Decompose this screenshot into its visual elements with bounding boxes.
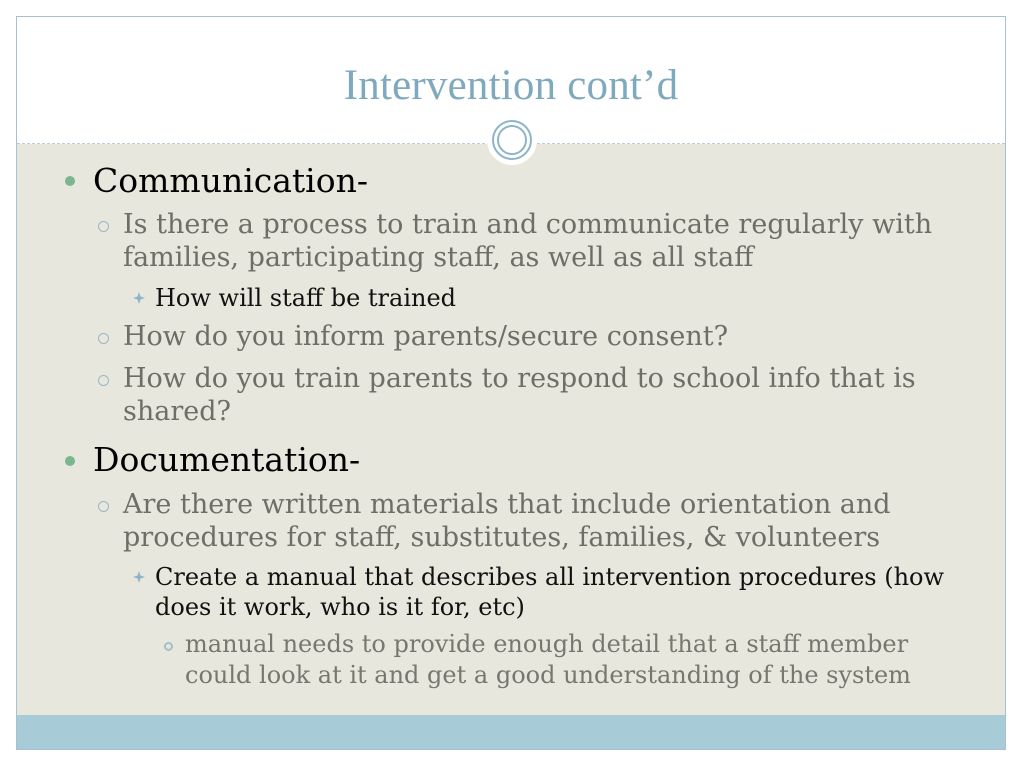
- section-heading-communication: Communication-: [93, 161, 369, 200]
- slide-title: Intervention cont’d: [343, 62, 679, 109]
- documentation-detail-manual: manual needs to provide enough detail that a staff member could look at it and get a good understanding of the system: [185, 630, 911, 689]
- communication-point-parents: How do you train parents to respond to school info that is shared?: [123, 363, 916, 427]
- documentation-point-materials: Are there written materials that include orientation and procedures for staff, substitutes, families, & volunteers: [123, 489, 891, 553]
- communication-point-consent: How do you inform parents/secure consent?: [123, 321, 729, 352]
- small-ring-icon: [164, 642, 173, 651]
- hollow-circle-icon: [98, 501, 109, 512]
- four-point-star-icon: [133, 292, 145, 304]
- slide: [16, 16, 1006, 750]
- hollow-circle-icon: [98, 375, 109, 386]
- hollow-circle-icon: [98, 333, 109, 344]
- filled-dot-icon: [65, 176, 75, 186]
- filled-dot-icon: [65, 456, 75, 466]
- four-point-star-icon: [133, 571, 145, 583]
- communication-subpoint-training: How will staff be trained: [155, 284, 457, 312]
- documentation-subpoint-manual: Create a manual that describes all intervention procedures (how does it work, who is it for, etc): [155, 563, 945, 621]
- communication-point-process: Is there a process to train and communicate regularly with families, participating staff, as well as all staff: [123, 209, 933, 273]
- footer-bar: [17, 715, 1005, 750]
- inner-ring: [497, 125, 527, 155]
- hollow-circle-icon: [98, 221, 109, 232]
- section-heading-documentation: Documentation-: [93, 440, 361, 479]
- double-ring-ornament-icon: [487, 115, 537, 165]
- outer-ring: [492, 120, 532, 160]
